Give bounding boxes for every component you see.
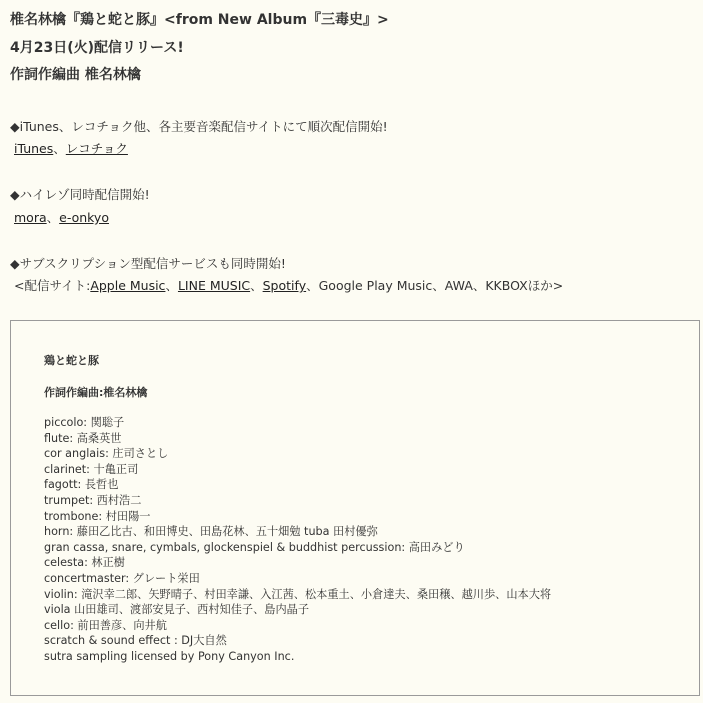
spotify-link[interactable]: Spotify bbox=[262, 278, 307, 293]
credit-line: 作詞作編曲 椎名林檎 bbox=[10, 67, 141, 83]
recochoku-link[interactable]: レコチョク bbox=[65, 141, 128, 156]
mora-link[interactable]: mora bbox=[14, 210, 47, 225]
credits-box bbox=[10, 320, 700, 696]
link-separator: 、 bbox=[250, 278, 263, 293]
credit-line: clarinet: 十亀正司 bbox=[44, 462, 139, 476]
itunes-links bbox=[14, 139, 128, 157]
itunes-section-text: ◆iTunes、レコチョク他、各主要音楽配信サイトにて順次配信開始! bbox=[10, 119, 388, 134]
other-sites: 、Google Play Music、AWA、KKBOXほか> bbox=[306, 278, 564, 293]
line-music-link[interactable]: LINE MUSIC bbox=[177, 278, 251, 293]
credit-line: cello: 前田善彦、向井航 bbox=[44, 618, 167, 632]
credit-line: scratch & sound effect : DJ大自然 bbox=[44, 634, 227, 648]
credit-line: celesta: 林正樹 bbox=[44, 556, 125, 570]
credit-line: violin: 滝沢幸二郎、矢野晴子、村田幸謙、入江茜、松本重土、小倉達夫、桑田穣、越川歩、山本大将 bbox=[44, 587, 552, 601]
subscription-links bbox=[14, 276, 563, 294]
credit-line: viola 山田雄司、渡部安見子、西村知佳子、島内晶子 bbox=[44, 603, 310, 617]
link-separator: 、 bbox=[46, 210, 60, 225]
credit-line: sutra sampling licensed by Pony Canyon Inc. bbox=[44, 649, 295, 663]
credit-line: cor anglais: 庄司さとし bbox=[44, 447, 169, 461]
sites-prefix: <配信サイト: bbox=[14, 278, 91, 293]
hires-links bbox=[14, 208, 109, 226]
credit-line: fagott: 長哲也 bbox=[44, 478, 119, 492]
songwriter-credit: 作詞作編曲:椎名林檎 bbox=[44, 386, 148, 399]
itunes-link[interactable]: iTunes bbox=[14, 141, 54, 156]
title-line: 椎名林檎『鶏と蛇と豚』<from New Album『三毒史』> bbox=[10, 12, 389, 28]
e-onkyo-link[interactable]: e-onkyo bbox=[59, 210, 109, 225]
apple-music-link[interactable]: Apple Music bbox=[90, 278, 166, 293]
musician-credits bbox=[44, 415, 551, 665]
release-date: 4月23日(火)配信リリース! bbox=[10, 40, 184, 56]
credit-line: gran cassa, snare, cymbals, glockenspiel & buddhist percussion: 高田みどり bbox=[44, 540, 465, 554]
credit-line: concertmaster: グレート栄田 bbox=[44, 571, 200, 585]
credit-line: trombone: 村田陽一 bbox=[44, 509, 151, 523]
link-separator: 、 bbox=[165, 278, 178, 293]
hires-section-text: ◆ハイレゾ同時配信開始! bbox=[10, 187, 150, 202]
song-title: 鶏と蛇と豚 bbox=[44, 354, 99, 367]
credit-line: piccolo: 関聡子 bbox=[44, 416, 125, 429]
credit-line: horn: 藤田乙比古、和田博史、田島花林、五十畑勉 tuba 田村優弥 bbox=[44, 525, 378, 539]
credit-line: trumpet: 西村浩二 bbox=[44, 493, 142, 507]
credit-line: flute: 高桑英世 bbox=[44, 431, 122, 445]
subscription-section-text: ◆サブスクリプション型配信サービスも同時開始! bbox=[10, 256, 286, 271]
link-separator: 、 bbox=[53, 141, 66, 156]
